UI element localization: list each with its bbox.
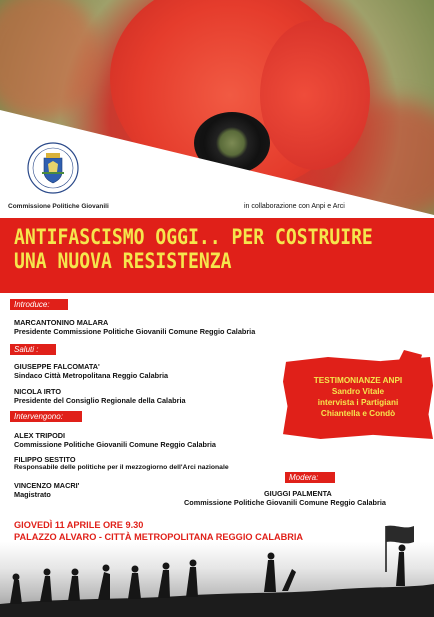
poppy-petals <box>260 20 370 170</box>
event-place: PALAZZO ALVARO - CITTÀ METROPOLITANA REGGIO CALABRIA <box>14 532 304 542</box>
crest-label: Commissione Politiche Giovanili <box>8 203 109 210</box>
title-line-1: ANTIFASCISMO OGGI.. PER COSTRUIRE <box>14 225 373 250</box>
intervengono-label: Intervengono: <box>10 411 82 422</box>
speaker-role: Commissione Politiche Giovanili Comune Reggio Calabria <box>14 440 216 449</box>
speaker-role: Responsabile delle politiche per il mezzogiorno dell'Arci nazionale <box>14 464 229 471</box>
speaker-name: VINCENZO MACRI' <box>14 481 80 490</box>
speaker-name: MARCANTONINO MALARA <box>14 318 109 327</box>
testimony-title: TESTIMONIANZE ANPI <box>313 376 403 385</box>
municipal-crest-icon <box>27 142 79 194</box>
speaker-name: FILIPPO SESTITO <box>14 455 76 464</box>
testimony-box <box>283 375 433 419</box>
page-title <box>14 226 373 274</box>
speaker-role: Presidente Commissione Politiche Giovanili Comune Reggio Calabria <box>14 327 256 336</box>
event-date: GIOVEDÌ 11 APRILE ORE 9.30 <box>14 520 144 530</box>
modera-label: Modera: <box>285 472 335 483</box>
saluti-label: Saluti : <box>10 344 56 355</box>
background-blur <box>0 0 100 120</box>
testimony-partisans: Chiantella e Condò <box>320 409 396 418</box>
speaker-name: GIUSEPPE FALCOMATA' <box>14 362 100 371</box>
introduce-label: Introduce: <box>10 299 68 310</box>
title-line-2: UNA NUOVA RESISTENZA <box>14 249 232 274</box>
speaker-name: ALEX TRIPODI <box>14 431 66 440</box>
testimony-speaker: Sandro Vitale <box>331 387 385 396</box>
speaker-name: NICOLA IRTO <box>14 387 62 396</box>
moderator-role: Commissione Politiche Giovanili Comune Reggio Calabria <box>184 498 386 507</box>
moderator-name: GIUGGI PALMENTA <box>264 489 332 498</box>
speaker-role: Presidente del Consiglio Regionale della Calabria <box>14 396 186 405</box>
speaker-role: Magistrato <box>14 490 51 499</box>
testimony-line: intervista i Partigiani <box>317 398 399 407</box>
collaboration-note: in collaborazione con Anpi e Arci <box>244 203 345 210</box>
speaker-role: Sindaco Città Metropolitana Reggio Calabria <box>14 371 169 380</box>
